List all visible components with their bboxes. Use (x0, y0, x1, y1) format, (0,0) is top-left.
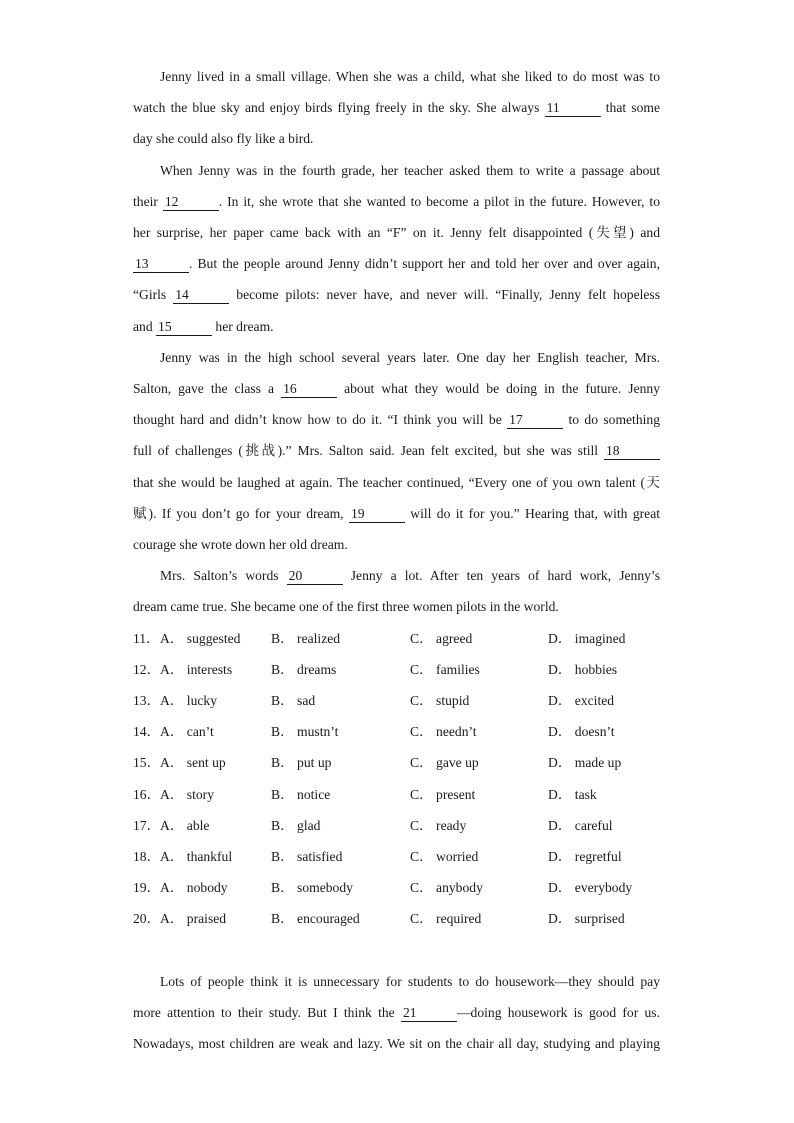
option-a[interactable]: A． story (160, 786, 214, 802)
text-line (133, 435, 660, 466)
option-c[interactable]: C． required (410, 911, 482, 927)
line-text: will do it for you.” Hearing that, with great (404, 505, 660, 521)
text-line (133, 311, 660, 342)
question-number: 17． (133, 817, 161, 833)
option-c[interactable]: C． needn’t (410, 724, 477, 740)
question-row (133, 716, 660, 747)
option-d[interactable]: D． doesn’t (548, 724, 615, 740)
line-text: full of challenges (挑战).” Mrs. Salton said. Jean felt excited, but she was still (133, 443, 604, 459)
question-row (133, 872, 660, 903)
text-line (133, 997, 660, 1028)
question-row (133, 685, 660, 716)
option-b[interactable]: B． dreams (271, 661, 337, 677)
option-b[interactable]: B． satisfied (271, 848, 343, 864)
answer-blank[interactable]: 13 (133, 256, 189, 273)
question-row (133, 654, 660, 685)
text-line: Nowadays, most children are weak and lazy. We sit on the chair all day, studying and playing (133, 1035, 660, 1051)
line-text: 赋). If you don’t go for your dream, (133, 505, 349, 521)
line-text: “Girls (133, 287, 174, 303)
question-number: 11． (133, 630, 160, 646)
answer-blank[interactable]: 21 (401, 1005, 457, 1022)
option-a[interactable]: A． can’t (160, 724, 214, 740)
question-number: 12． (133, 661, 161, 677)
option-c[interactable]: C． agreed (410, 630, 473, 646)
question-row (133, 623, 660, 654)
options-list (133, 623, 660, 935)
question-row (133, 779, 660, 810)
option-b[interactable]: B． put up (271, 755, 332, 771)
option-d[interactable]: D． everybody (548, 880, 633, 896)
line-text: . In it, she wrote that she wanted to become a pilot in the future. However, to (218, 193, 660, 209)
option-d[interactable]: D． regretful (548, 848, 622, 864)
option-b[interactable]: B． realized (271, 630, 341, 646)
line-text: thought hard and didn’t know how to do it. “I think you will be (133, 412, 508, 428)
line-text: —doing housework is good for us. (456, 1004, 660, 1020)
line-text: that some (600, 100, 660, 116)
option-b[interactable]: B． glad (271, 817, 321, 833)
option-d[interactable]: D． excited (548, 693, 615, 709)
text-line: courage she wrote down her old dream. (133, 537, 348, 553)
question-number: 14． (133, 724, 161, 740)
line-text: about what they would be doing in the future. Jenny (337, 381, 661, 397)
text-line (133, 92, 660, 123)
option-d[interactable]: D． hobbies (548, 661, 618, 677)
option-c[interactable]: C． present (410, 786, 476, 802)
option-d[interactable]: D． imagined (548, 630, 626, 646)
question-row (133, 747, 660, 778)
question-row (133, 903, 660, 934)
text-line: Jenny was in the high school several years later. One day her English teacher, Mrs. (160, 349, 660, 365)
line-text: to do something (563, 412, 660, 428)
text-line (133, 279, 660, 310)
text-line: that she would be laughed at again. The teacher continued, “Every one of you own talent (天 (133, 474, 660, 490)
option-c[interactable]: C． gave up (410, 755, 479, 771)
question-number: 19． (133, 880, 161, 896)
option-a[interactable]: A． sent up (160, 755, 226, 771)
option-a[interactable]: A． lucky (160, 693, 218, 709)
text-line: Jenny lived in a small village. When she was a child, what she liked to do most was to (160, 69, 660, 84)
line-text: her dream. (212, 318, 274, 334)
answer-blank[interactable]: 14 (173, 287, 229, 304)
line-text: Mrs. Salton’s words (160, 568, 287, 584)
answer-blank[interactable]: 18 (604, 443, 660, 460)
text-line: When Jenny was in the fourth grade, her teacher asked them to write a passage about (160, 162, 660, 178)
option-b[interactable]: B． notice (271, 786, 331, 802)
question-row (133, 841, 660, 872)
text-line (133, 373, 660, 404)
passage-cloze-1 (133, 61, 660, 623)
option-c[interactable]: C． families (410, 661, 480, 677)
line-text: . But the people around Jenny didn’t support her and told her over and over again, (189, 256, 660, 272)
text-line: her surprise, her paper came back with an “F” on it. Jenny felt disappointed (失望) and (133, 225, 660, 241)
option-a[interactable]: A． suggested (160, 630, 241, 646)
option-c[interactable]: C． stupid (410, 693, 470, 709)
option-a[interactable]: A． nobody (160, 880, 228, 896)
paragraph (133, 966, 660, 1060)
answer-blank[interactable]: 17 (507, 412, 563, 429)
text-line (133, 498, 660, 529)
paragraph (133, 342, 660, 560)
option-b[interactable]: B． encouraged (271, 911, 360, 927)
text-line (133, 186, 660, 217)
line-text: Jenny a lot. After ten years of hard work, Jenny’s (342, 568, 660, 584)
answer-blank[interactable]: 19 (349, 506, 405, 523)
line-text: and (133, 318, 157, 334)
option-b[interactable]: B． sad (271, 693, 316, 709)
option-a[interactable]: A． interests (160, 661, 233, 677)
option-a[interactable]: A． able (160, 817, 210, 833)
option-c[interactable]: C． worried (410, 848, 479, 864)
text-line (133, 404, 660, 435)
line-text: more attention to their study. But I think the (133, 1004, 401, 1020)
option-a[interactable]: A． praised (160, 911, 227, 927)
question-number: 16． (133, 786, 161, 802)
section-gap (133, 935, 660, 966)
line-text: Salton, gave the class a (133, 381, 282, 397)
option-d[interactable]: D． task (548, 786, 597, 802)
option-c[interactable]: C． ready (410, 817, 467, 833)
answer-blank[interactable]: 16 (281, 381, 337, 398)
passage-cloze-2 (133, 966, 660, 1060)
line-text: their (133, 193, 163, 209)
text-line: day she could also fly like a bird. (133, 131, 314, 147)
question-number: 20． (133, 911, 161, 927)
question-row (133, 810, 660, 841)
paragraph (133, 155, 660, 342)
option-a[interactable]: A． thankful (160, 848, 233, 864)
answer-blank[interactable]: 12 (163, 194, 219, 211)
option-d[interactable]: D． careful (548, 817, 613, 833)
paragraph (133, 61, 660, 155)
question-number: 13． (133, 693, 161, 709)
text-line: dream came true. She became one of the first three women pilots in the world. (133, 599, 559, 615)
answer-blank[interactable]: 20 (287, 568, 343, 585)
option-b[interactable]: B． mustn’t (271, 724, 339, 740)
line-text: watch the blue sky and enjoy birds flying freely in the sky. She always (133, 100, 545, 116)
line-text: become pilots: never have, and never will. “Finally, Jenny felt hopeless (229, 287, 660, 303)
question-number: 18． (133, 848, 161, 864)
option-b[interactable]: B． somebody (271, 880, 353, 896)
answer-blank[interactable]: 15 (156, 319, 212, 336)
option-c[interactable]: C． anybody (410, 880, 483, 896)
text-line: Lots of people think it is unnecessary for students to do housework—they should pay (160, 973, 660, 989)
text-line (133, 248, 660, 279)
paragraph (133, 560, 660, 622)
answer-blank[interactable]: 11 (545, 100, 601, 117)
question-number: 15． (133, 755, 161, 771)
option-d[interactable]: D． made up (548, 755, 622, 771)
option-d[interactable]: D． surprised (548, 911, 625, 927)
text-line (133, 560, 660, 591)
